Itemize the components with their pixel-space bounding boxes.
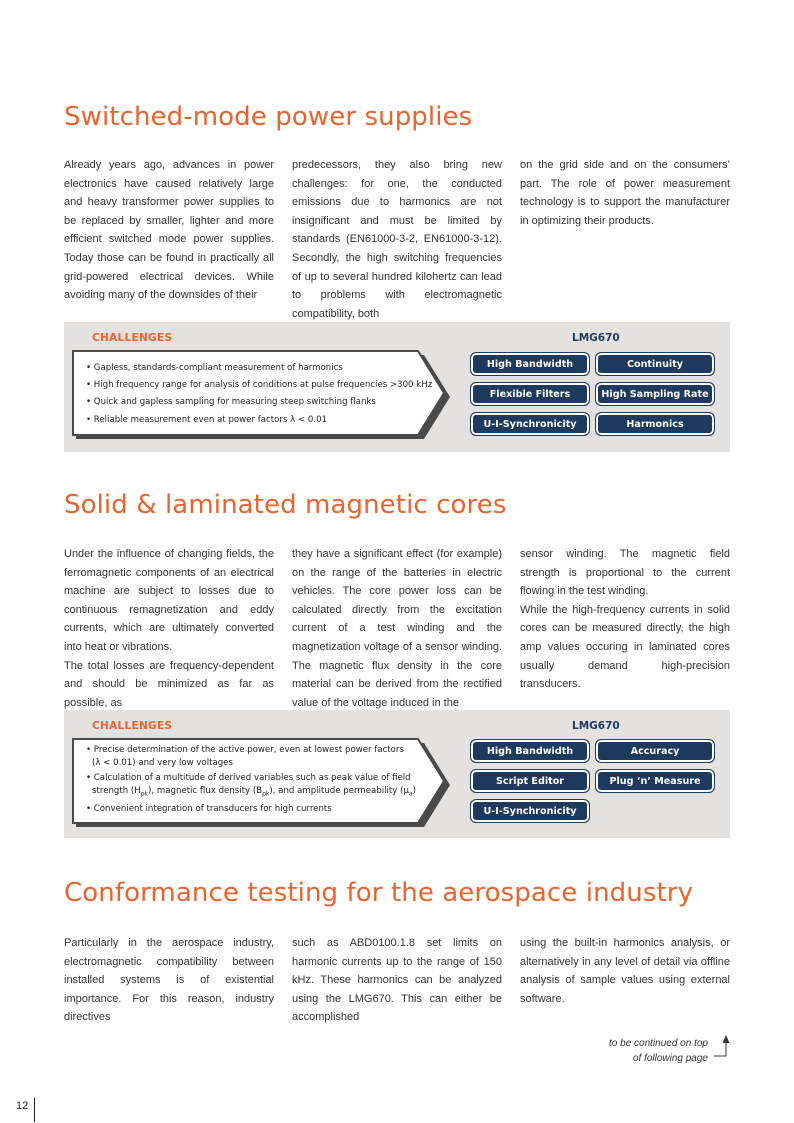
smps-challenges-list bbox=[86, 360, 432, 429]
smps-challenges-panel bbox=[64, 322, 730, 452]
challenge-item: • Calculation of a multitude of derived variables such as peak value of field strength $(H_{pk})$, magnetic flux density $(B_{pk})$, and amplitude permeability $(\mu_a)$ bbox=[86, 773, 416, 798]
continued-note: to be continued on top of following page bbox=[609, 1038, 708, 1064]
badge-high-sampling-rate: High Sampling Rate bbox=[595, 382, 715, 406]
challenges-label: CHALLENGES bbox=[92, 332, 173, 344]
lmg670-label: LMG670 bbox=[572, 332, 620, 344]
challenge-item: • Precise determination of the active power, even at lowest power factors (λ < 0.01) and very low voltages bbox=[86, 745, 404, 768]
challenge-item: • Convenient integration of transducers for high currents bbox=[86, 803, 332, 814]
badge-ui-synchronicity: U-I-Synchronicity bbox=[470, 799, 590, 823]
smps-col-1: Already years ago, advances in power electronics have caused relatively large and heavy transformer power supplies to be replaced by smaller, lighter and more efficient switched mode power supplies. Today those can be found in practically all grid-powered electrical devices. While avoiding many of the downsides of their bbox=[64, 159, 274, 302]
badge-flexible-filters: Flexible Filters bbox=[470, 382, 590, 406]
challenge-item: • Reliable measurement even at power factors λ < 0.01 bbox=[86, 414, 328, 425]
cores-col-2: they have a significant effect (for example) on the range of the batteries in electric vehicles. The core power loss can be calculated directly from the excitation current of a test winding and the magnetization voltage of a sensor winding. The magnetic flux density in the core material can be derived from the rectified value of the voltage induced in the bbox=[292, 548, 502, 709]
challenge-item: • Gapless, standards-compliant measurement of harmonics bbox=[86, 363, 343, 373]
aerospace-col-1: Particularly in the aerospace industry, electromagnetic compatibility between installed systems is of existential importance. For this reason, industry directives bbox=[64, 937, 274, 1024]
cores-col-3: sensor winding. The magnetic field strength is proportional to the current flowing in the test winding. While the high-frequency currents in solid cores can be measured directly, the high amp values occuring in laminated cores usually demand high-precision transducers. bbox=[520, 548, 730, 691]
smps-col-2: predecessors, they also bring new challenges: for one, the conducted emissions due to harmonics are not insignificant and must be limited by standards (EN61000-3-2, EN61000-3-12). Secondly, the high switching frequencies of up to several hundred kilohertz can lead to problems with electromagnetic compatibility, both bbox=[292, 159, 502, 320]
aerospace-body bbox=[64, 934, 730, 1027]
badge-plug-n-measure: Plug ‘n’ Measure bbox=[595, 769, 715, 793]
badge-high-bandwidth: High Bandwidth bbox=[470, 739, 590, 763]
smps-body bbox=[64, 156, 730, 323]
badge-accuracy: Accuracy bbox=[595, 739, 715, 763]
challenge-item: • Quick and gapless sampling for measuring steep switching flanks bbox=[86, 397, 376, 408]
page-number: 12 bbox=[16, 1100, 29, 1112]
section-title-magnetic-cores: Solid & laminated magnetic cores bbox=[64, 490, 507, 520]
badge-high-bandwidth: High Bandwidth bbox=[470, 352, 590, 376]
section-title-smps: Switched-mode power supplies bbox=[64, 102, 473, 132]
cores-challenges-panel bbox=[64, 710, 730, 838]
aerospace-col-2: such as ABD0100.1.8 set limits on harmonic currents up to the range of 150 kHz. These harmonics can be analyzed using the LMG670. This can either be accomplished bbox=[292, 937, 502, 1024]
cores-col-1: Under the influence of changing fields, the ferromagnetic components of an electrical machine are subject to losses due to continuous remagnetization and eddy currents, which are ultimately converted into heat or vibrations. The total losses are frequency-dependent and should be minimized as far as possible, as bbox=[64, 548, 274, 709]
section-title-aerospace: Conformance testing for the aerospace industry bbox=[64, 878, 694, 908]
badge-continuity: Continuity bbox=[595, 352, 715, 376]
challenge-item: • High frequency range for analysis of conditions at pulse frequencies >300 kHz bbox=[86, 380, 433, 391]
challenges-label: CHALLENGES bbox=[92, 720, 173, 732]
continue-arrow-icon bbox=[712, 1034, 730, 1060]
badge-harmonics: Harmonics bbox=[595, 412, 715, 436]
cores-challenges-list bbox=[86, 742, 416, 818]
smps-col-3: on the grid side and on the consumers’ part. The role of power measurement technology is to support the manufacturer in optimizing their products. bbox=[520, 159, 730, 227]
badge-ui-synchronicity: U-I-Synchronicity bbox=[470, 412, 590, 436]
cores-body bbox=[64, 545, 730, 712]
aerospace-col-3: using the built-in harmonics analysis, or alternatively in any level of detail via offline analysis of sample values using external software. bbox=[520, 937, 730, 1005]
lmg670-label: LMG670 bbox=[572, 720, 620, 732]
badge-script-editor: Script Editor bbox=[470, 769, 590, 793]
page-number-divider bbox=[34, 1098, 35, 1122]
